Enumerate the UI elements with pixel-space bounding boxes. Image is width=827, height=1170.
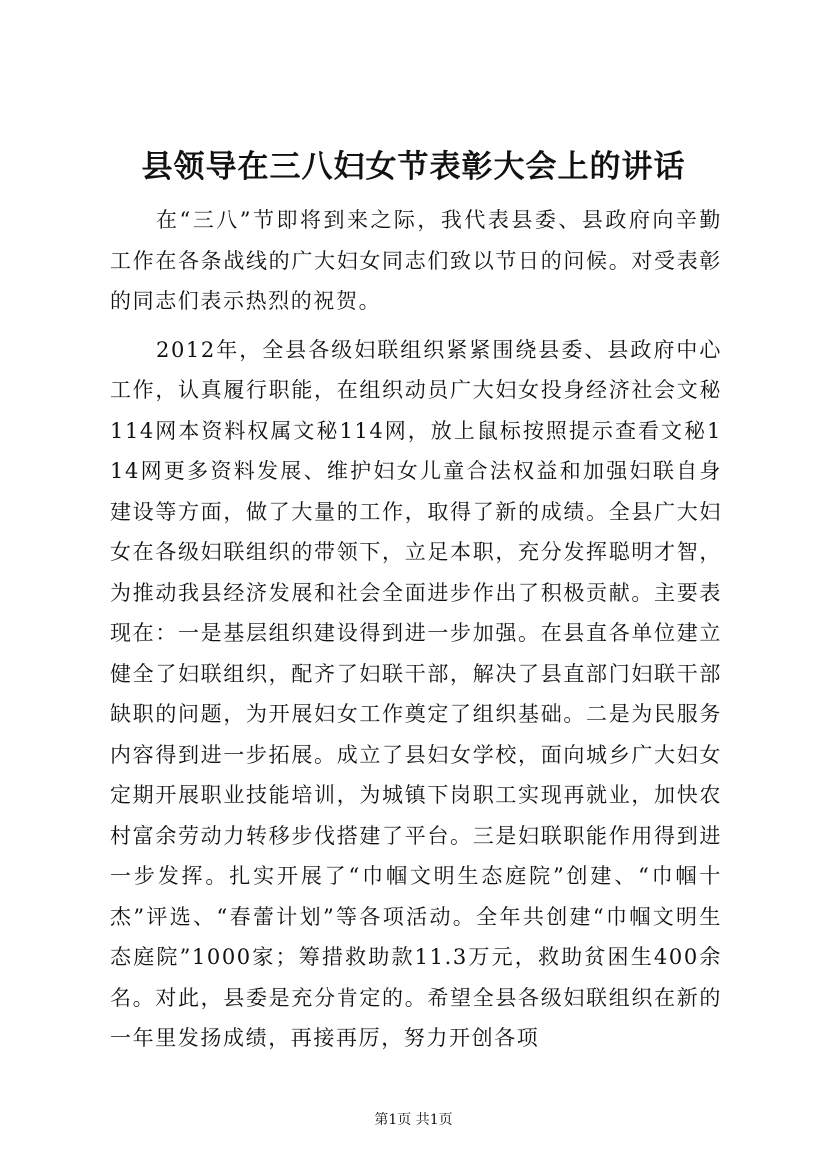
document-body <box>110 200 722 1067</box>
paragraph-greeting: 在“三八”节即将到来之际，我代表县委、县政府向辛勤工作在各条战线的广大妇女同志们致以节日的问候。对受表彰的同志们表示热烈的祝贺。 <box>110 208 722 313</box>
page-footer: 第1页 共1页 <box>374 1112 453 1128</box>
paragraph-achievements: 2012年，全县各级妇联组织紧紧围绕县委、县政府中心工作，认真履行职能，在组织动员广大妇女投身经济社会文秘114网本资料权属文秘114网，放上鼠标按照提示查看文秘114网更多资料发展、维护妇女儿童合法权益和加强妇联自身建设等方面，做了大量的工作，取得了新的成绩。全县广大妇女在各级妇联组织的带领下，立足本职，充分发挥聪明才智，为推动我县经济发展和社会全面进步作出了积极贡献。主要表现在：一是基层组织建设得到进一步加强。在县直各单位建立健全了妇联组织，配齐了妇联干部，解决了县直部门妇联干部缺职的问题，为开展妇女工作奠定了组织基础。二是为民服务内容得到进一步拓展。成立了县妇女学校，面向城乡广大妇女定期开展职业技能培训，为城镇下岗职工实现再就业，加快农村富余劳动力转移步伐搭建了平台。三是妇联职能作用得到进一步发挥。扎实开展了“巾帼文明生态庭院”创建、“巾帼十杰”评选、“春蕾计划”等各项活动。全年共创建“巾帼文明生态庭院”1000家；筹措救助款11.3万元，救助贫困生400余名。对此，县委是充分肯定的。希望全县各级妇联组织在新的一年里发扬成绩，再接再厉，努力开创各项 <box>110 337 722 1050</box>
page-title: 县领导在三八妇女节表彰大会上的讲话 <box>141 149 686 185</box>
